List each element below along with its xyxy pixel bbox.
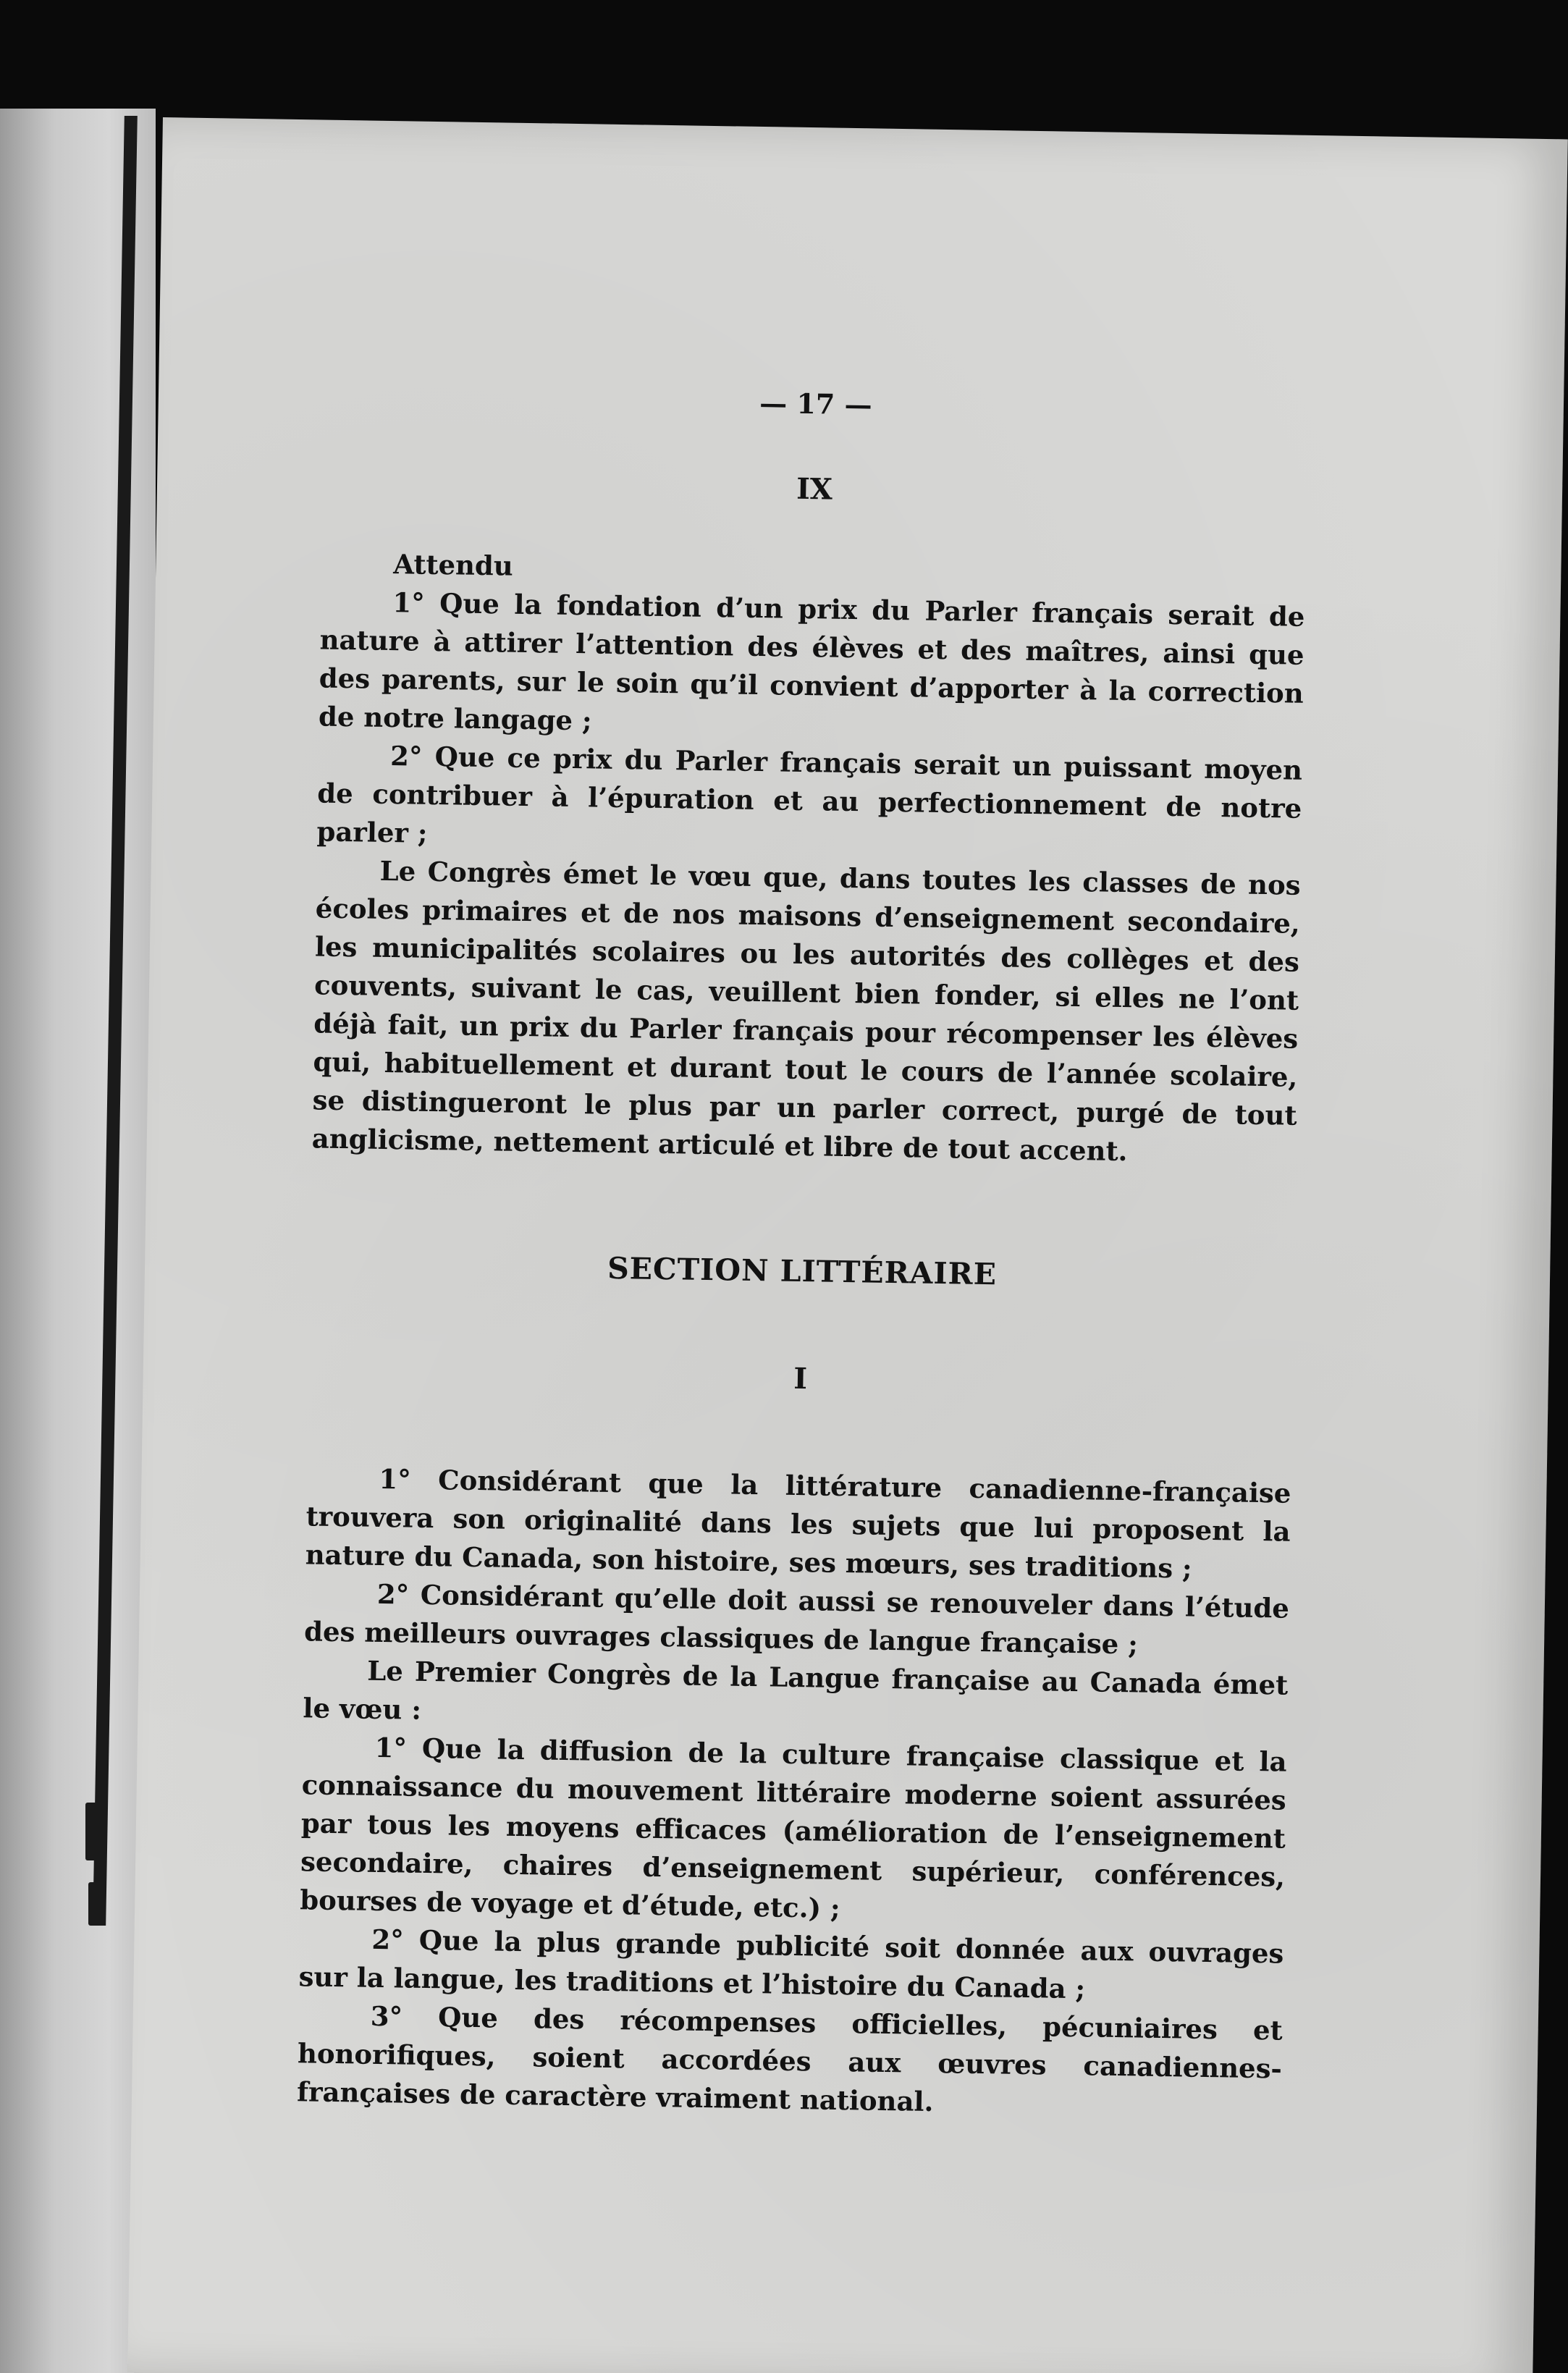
section-paragraph-1: 1° Considérant que la littérature canadienne-française trouvera son originalité dans les sujets que lui proposent la nature du Canada, son histoire, ses mœurs, ses traditions ;	[305, 1462, 1291, 1585]
section-title: SECTION LITTÉRAIRE	[607, 1250, 998, 1292]
heading-ix: IX	[796, 471, 833, 507]
attendu-label: Attendu	[393, 548, 514, 582]
section-wish-1: 1° Que la diffusion de la culture française classique et la connaissance du mouvement littéraire moderne soient assurées par tous les moyens efficaces (amélioration de l’enseignement secondaire, chaires d’enseignement supérieur, conférences, bourses de voyage et d’étude, etc.) ;	[300, 1731, 1287, 1924]
page-number: — 17 —	[759, 386, 872, 421]
ix-resolution: Le Congrès émet le vœu que, dans toutes les classes de nos écoles primaires et de nos maisons d’enseignement secondaire, les municipalités scolaires ou les autorités des collèges et des couvents, suivant le cas, veuillent bien fonder, si elles ne l’ont déjà fait, un prix du Parler français pour récompenser les élèves qui, habituellement et durant tout le cours de l’année scolaire, se distingueront le plus par un parler correct, purgé de tout anglicisme, nettement articulé et libre de tout accent.	[311, 854, 1301, 1168]
binding-mark	[88, 1882, 100, 1926]
book-page	[127, 117, 1568, 2373]
ix-paragraph-1: 1° Que la fondation d’un prix du Parler français serait de nature à attirer l’attention des élèves et des maîtres, ainsi que des parents, sur le soin qu’il convient d’apporter à la correction de notre langage ;	[318, 586, 1305, 737]
section-paragraph-2: 2° Considérant qu’elle doit aussi se renouveler dans l’étude des meilleurs ouvrages classiques de langue française ;	[303, 1577, 1290, 1661]
ix-paragraph-2: 2° Que ce prix du Parler français serait un puissant moyen de contribuer à l’épuration et au perfectionnement de notre parler ;	[316, 740, 1303, 849]
section-resolution: Le Premier Congrès de la Langue française au Canada émet le vœu :	[303, 1654, 1289, 1726]
section-wish-3: 3° Que des récompenses officielles, pécuniaires et honorifiques, soient accordées aux œuvres canadiennes-françaises de caractère vraiment national.	[296, 1999, 1284, 2118]
heading-i: I	[793, 1361, 808, 1396]
binding-mark	[85, 1803, 97, 1860]
page-text-block	[297, 377, 1308, 2127]
section-wish-2: 2° Que la plus grande publicité soit donnée aux ouvrages sur la langue, les traditions et l’histoire du Canada ;	[298, 1923, 1284, 2005]
